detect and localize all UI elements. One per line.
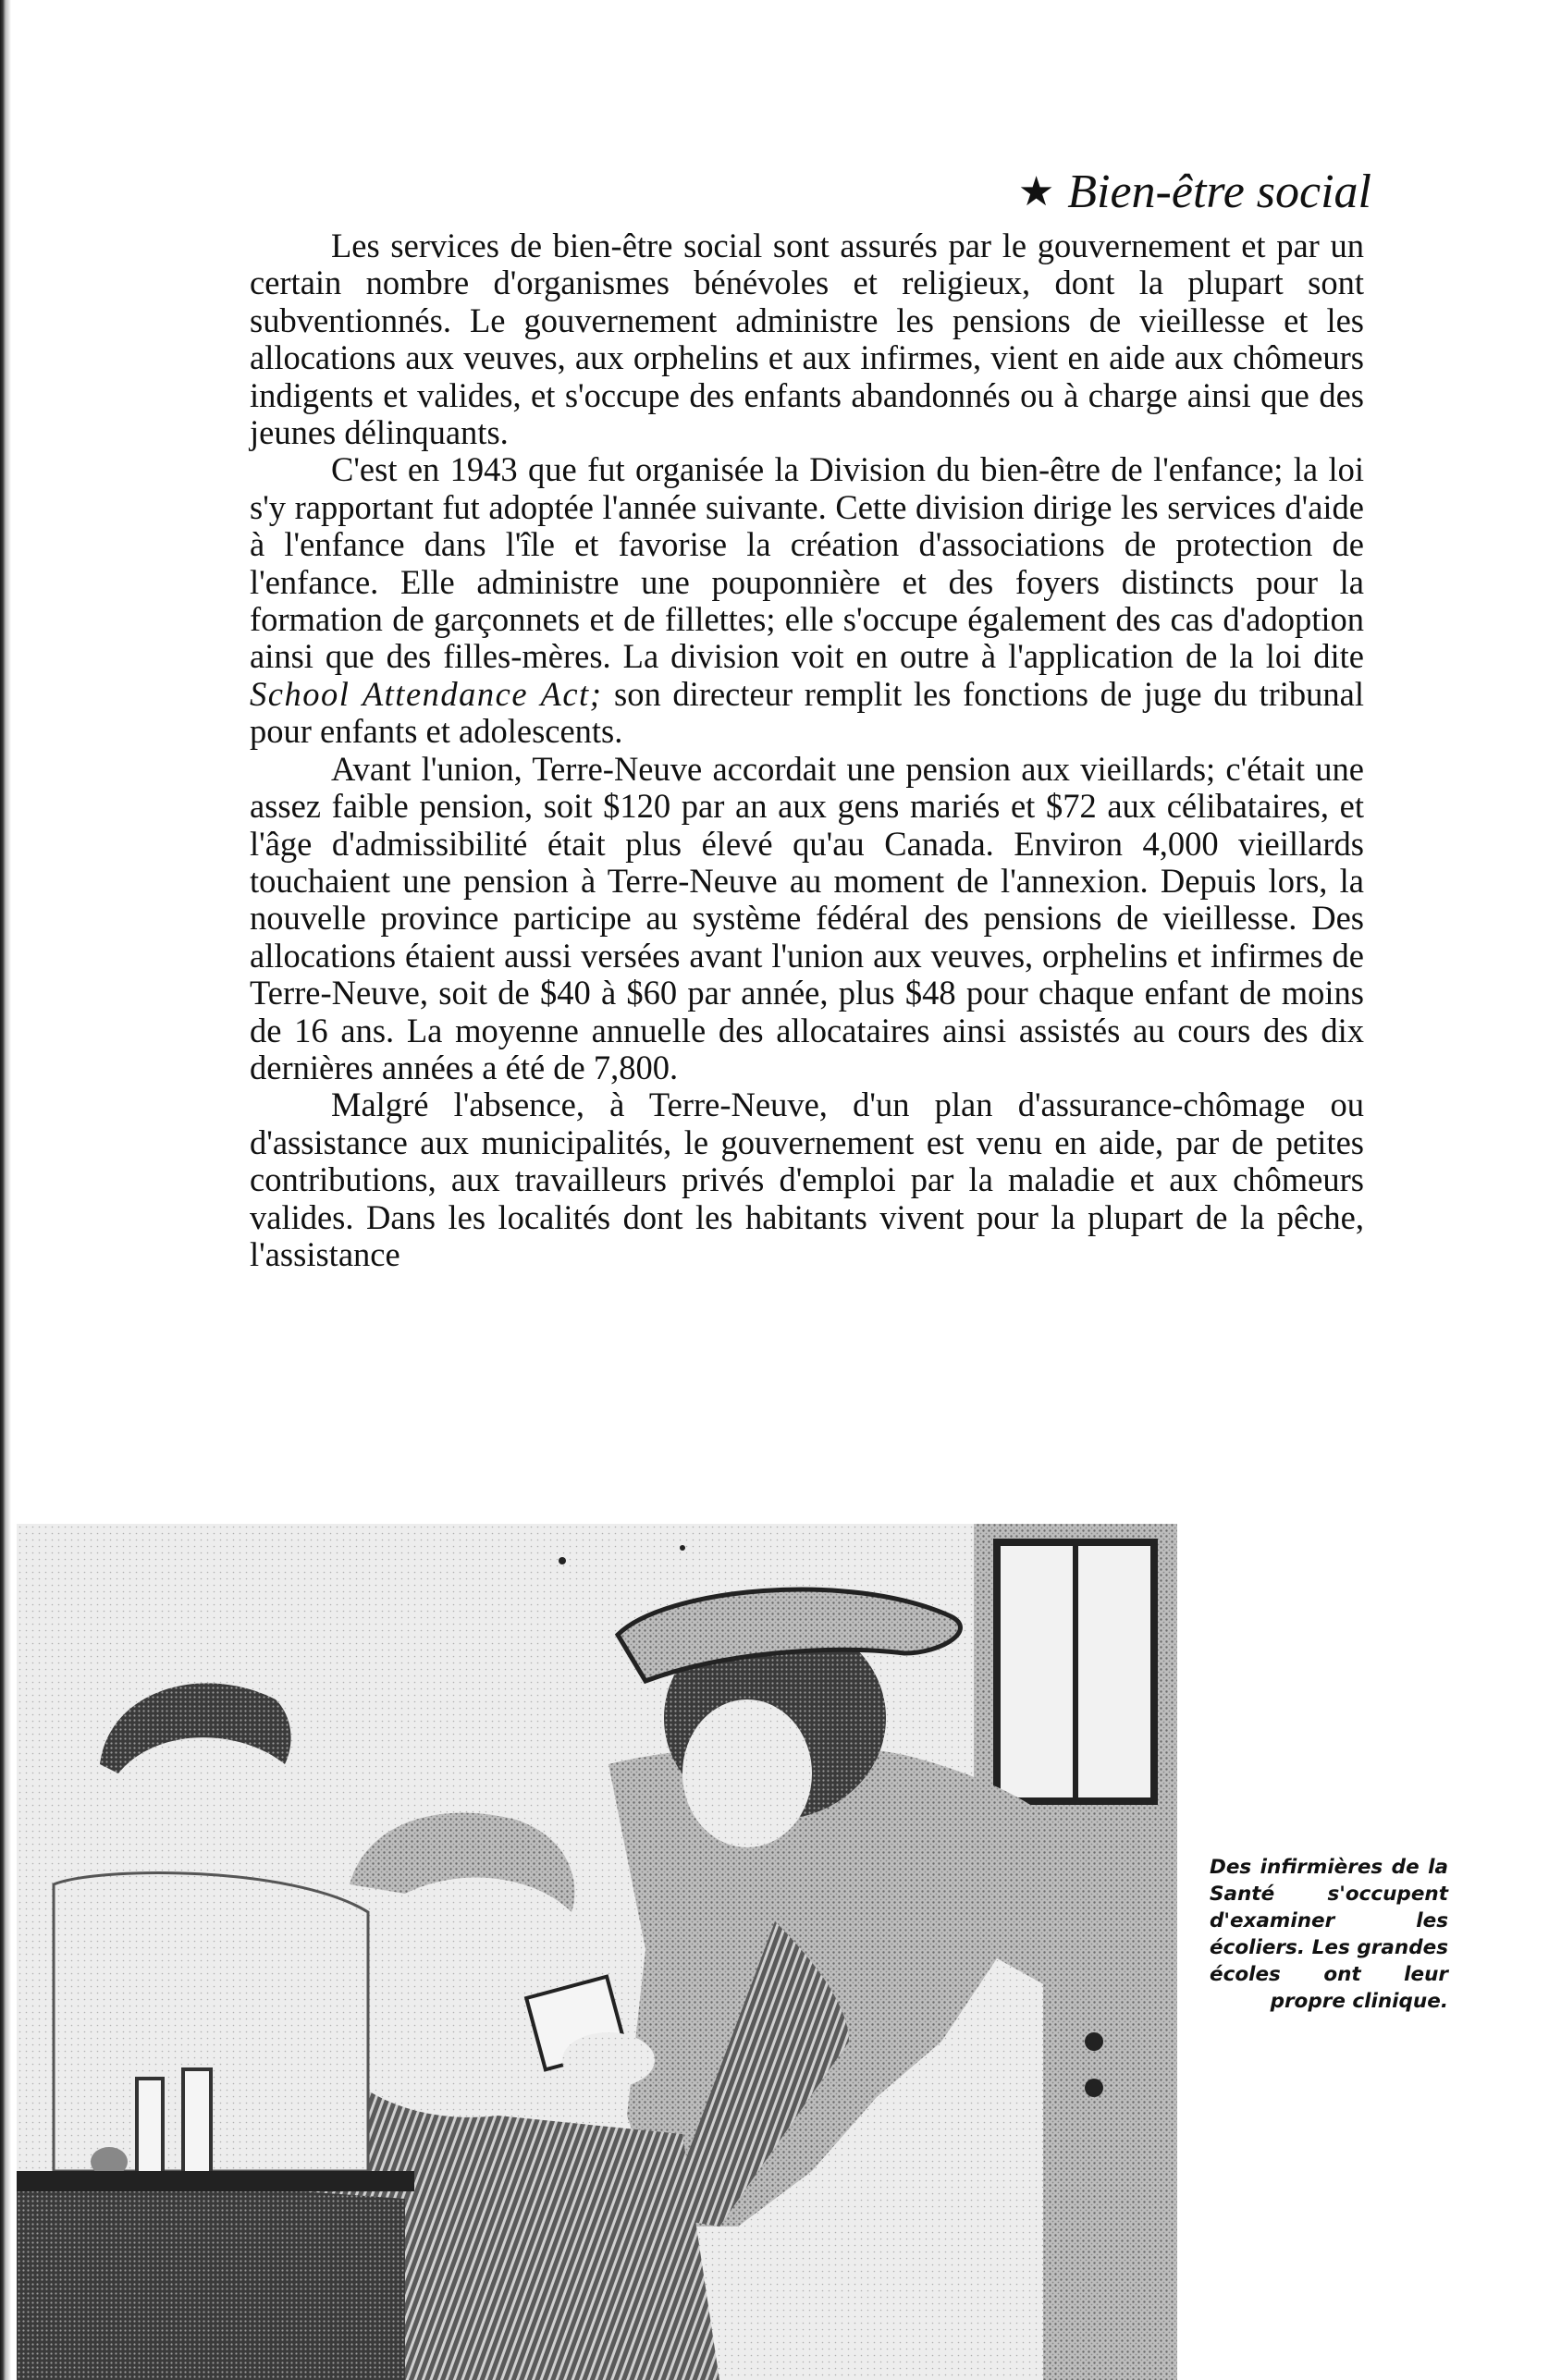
paragraph-child-welfare-tail: son directeur remplit les fonctions de juge du tribunal pour enfants et adolescents. <box>250 674 1365 751</box>
photo-caption: Des infirmières de la Santé s'occupent d'examiner les écoliers. Les grandes écoles ont leur propre clinique. <box>1210 1856 1448 2013</box>
paragraph-child-welfare <box>250 451 1364 750</box>
paragraph-pensions: Avant l'union, Terre-Neuve accordait une pension aux vieillards; c'était une assez faible pension, soit $120 par an aux gens mariés et $72 aux célibataires, et l'âge d'admissibilité était plus élevé qu'au Canada. Environ 4,000 vieillards touchaient une pension à Terre-Neuve au moment de l'annexion. Depuis lors, la nouvelle province participe au système fédéral des pensions de vieillesse. Des allocations étaient aussi versées avant l'union aux veuves, orphelins et infirmes de Terre-Neuve, soit de $40 à $60 par année, plus $48 pour chaque enfant de moins de 16 ans. La moyenne annuelle des allocataires ainsi assistés au cours des dix dernières années a été de 7,800. <box>250 749 1364 1086</box>
star-icon: ★ <box>1017 169 1055 215</box>
paragraph-intro: Les services de bien-être social sont assurés par le gouvernement et par un certain nombre d'organismes bénévoles et religieux, dont la plupart sont subventionnés. Le gouvernement administre les pensions de vieillesse et les allocations aux veuves, aux orphelins et aux infirmes, vient en aide aux chômeurs indigents et valides, et s'occupe des enfants abandonnés ou à charge ainsi que des jeunes délinquants. <box>250 227 1364 452</box>
paragraph-assistance: Malgré l'absence, à Terre-Neuve, d'un plan d'assurance-chômage ou d'assistance aux municipalités, le gouvernement est venu en aide, par de petites contributions, aux travailleurs privés d'emploi par la maladie et aux chômeurs valides. Dans les localités dont les habitants vivent pour la plupart de la pêche, l'assistance <box>250 1086 1364 1273</box>
paragraph-child-welfare-lead: C'est en 1943 que fut organisée la Division du bien-être de l'enfance; la loi s'y rapportant fut adoptée l'année suivante. Cette division dirige les services d'aide à l'enfance dans l'île et favorise la création d'associations de protection de l'enfance. Elle administre une pouponnière et des foyers distincts pour la formation de garçonnets et de fillettes; elle s'occupe également des cas d'adoption ainsi que des filles-mères. La division voit en outre à l'application de la loi dite <box>250 450 1364 676</box>
page-binding-edge <box>0 0 13 2380</box>
section-title: Bien-être social <box>1067 166 1371 218</box>
article-body <box>250 227 1364 1273</box>
section-heading <box>1018 165 1371 220</box>
act-title: School Attendance Act; <box>250 674 603 713</box>
halftone-photo-nurses-examining-students <box>17 1524 1177 2380</box>
